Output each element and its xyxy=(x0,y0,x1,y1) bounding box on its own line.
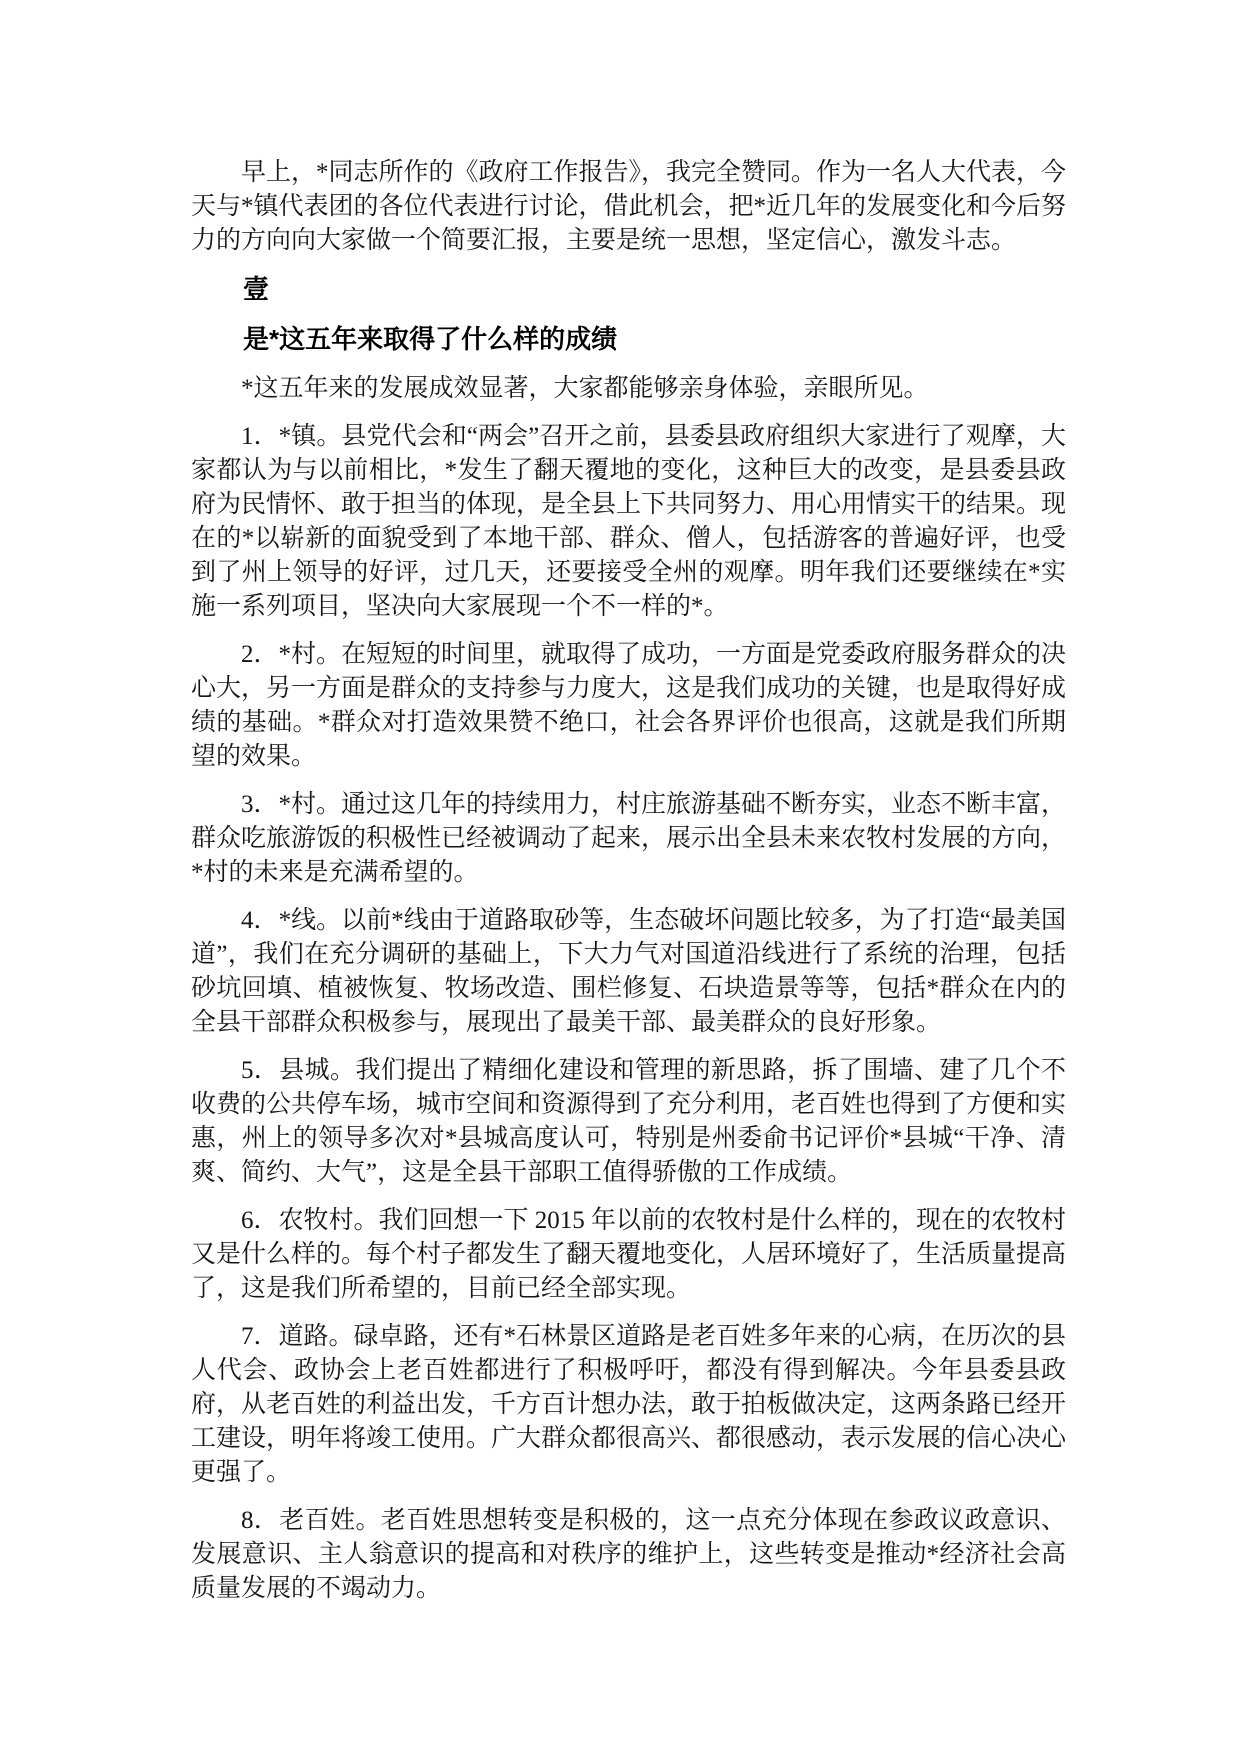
numbered-paragraph-4: 4．*线。以前*线由于道路取砂等，生态破坏问题比较多，为了打造“最美国道”，我们在充分调研的基础上，下大力气对国道沿线进行了系统的治理，包括砂坑回填、植被恢复、牧场改造、围栏修复、石块造景等等，包括*群众在内的全县干部群众积极参与，展现出了最美干部、最美群众的良好形象。 xyxy=(191,907,1066,1036)
numbered-paragraph-5: 5．县城。我们提出了精细化建设和管理的新思路，拆了围墙、建了几个不收费的公共停车场，城市空间和资源得到了充分利用，老百姓也得到了方便和实惠，州上的领导多次对*县城高度认可，特别是州委俞书记评价*县城“干净、清爽、简约、大气”，这是全县干部职工值得骄傲的工作成绩。 xyxy=(191,1057,1067,1186)
section-lead-paragraph: *这五年来的发展成效显著，大家都能够亲身体验，亲眼所见。 xyxy=(241,375,929,402)
numbered-paragraph-7: 7．道路。碌卓路，还有*石林景区道路是老百姓多年来的心病，在历次的县人代会、政协会上老百姓都进行了积极呼吁，都没有得到解决。今年县委县政府，从老百姓的利益出发，千方百计想办法，敢于拍板做决定，这两条路已经开工建设，明年将竣工使用。广大群众都很高兴、都很感动，表示发展的信心决心更强了。 xyxy=(191,1323,1067,1486)
numbered-paragraph-2: 2．*村。在短短的时间里，就取得了成功，一方面是党委政府服务群众的决心大，另一方面是群众的支持参与力度大，这是我们成功的关键，也是取得好成绩的基础。*群众对打造效果赞不绝口，社会各界评价也很高，这就是我们所期望的效果。 xyxy=(191,641,1067,770)
numbered-paragraph-8: 8．老百姓。老百姓思想转变是积极的，这一点充分体现在参政议政意识、发展意识、主人翁意识的提高和对秩序的维护上，这些转变是推动*经济社会高质量发展的不竭动力。 xyxy=(191,1507,1066,1602)
numbered-paragraph-3: 3．*村。通过这几年的持续用力，村庄旅游基础不断夯实，业态不断丰富，群众吃旅游饭的积极性已经被调动了起来，展示出全县未来农牧村发展的方向，*村的未来是充满希望的。 xyxy=(191,791,1067,886)
section-number-heading: 壹 xyxy=(243,274,270,304)
intro-paragraph: 早上，*同志所作的《政府工作报告》，我完全赞同。作为一名人大代表，今天与*镇代表团的各位代表进行讨论，借此机会，把*近几年的发展变化和今后努力的方向向大家做一个简要汇报，主要是统一思想，坚定信心，激发斗志。 xyxy=(191,159,1067,254)
document-content xyxy=(191,156,1066,1620)
section-title-heading: 是*这五年来取得了什么样的成绩 xyxy=(243,324,618,354)
numbered-paragraph-6: 6．农牧村。我们回想一下 2015 年以前的农牧村是什么样的，现在的农牧村又是什么样的。每个村子都发生了翻天覆地变化，人居环境好了，生活质量提高了，这是我们所希望的，目前已经全部实现。 xyxy=(191,1207,1067,1302)
numbered-paragraph-1: 1．*镇。县党代会和“两会”召开之前，县委县政府组织大家进行了观摩，大家都认为与以前相比，*发生了翻天覆地的变化，这种巨大的改变，是县委县政府为民情怀、敢于担当的体现，是全县上下共同努力、用心用情实干的结果。现在的*以崭新的面貌受到了本地干部、群众、僧人，包括游客的普遍好评，也受到了州上领导的好评，过几天，还要接受全州的观摩。明年我们还要继续在*实施一系列项目，坚决向大家展现一个不一样的*。 xyxy=(191,423,1067,620)
